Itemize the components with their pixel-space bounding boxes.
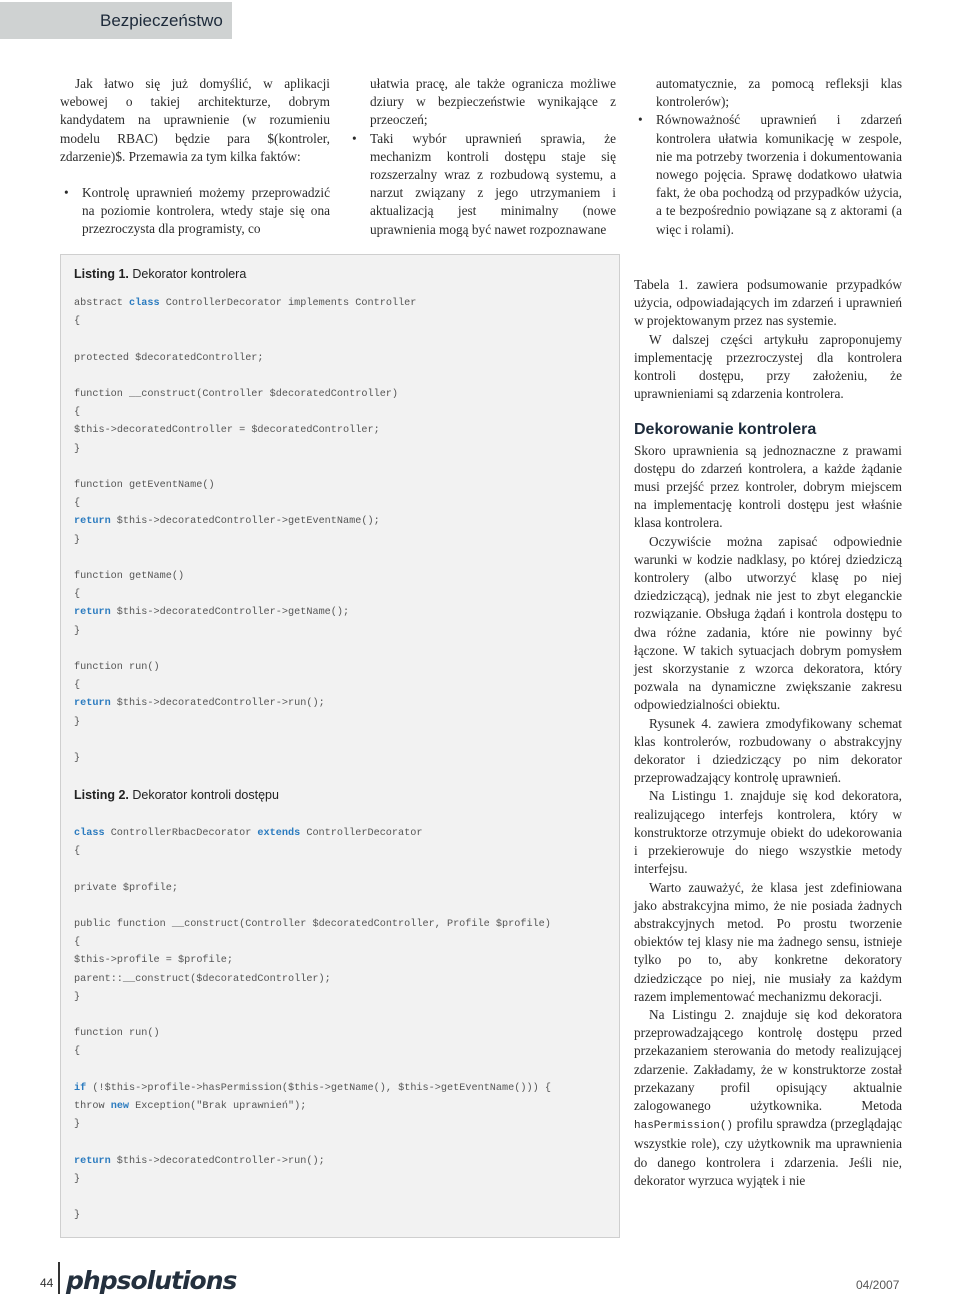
issue-number: 04/2007 bbox=[856, 1278, 900, 1292]
code-line: { bbox=[74, 316, 81, 328]
code-line: { bbox=[74, 407, 81, 419]
bullet-item: • Taki wybór uprawnień sprawia, że mechanizm kontroli dostępu staje się rozszerzalny wraz z rozbudową systemu, a narzut związany z jego utrzymaniem i aktualizacją jest minimalny (nowe uprawnienia mogą być nawet rozpoznawane bbox=[348, 130, 616, 239]
code-line: throw new Exception("Brak uprawnień"); bbox=[74, 1101, 307, 1112]
code-line: $this->profile = $profile; bbox=[74, 955, 234, 967]
section-heading: Dekorowanie kontrolera bbox=[634, 421, 817, 439]
code-line: } bbox=[74, 991, 81, 1003]
paragraph: Tabela 1. zawiera podsumowanie przypadków użycia, odpowiadających im zdarzeń i uprawnień w projektowanym przez nas systemie. bbox=[634, 277, 902, 329]
code-line: { bbox=[74, 680, 81, 692]
paragraph: Warto zauważyć, że klasa jest zdefiniowana jako abstrakcyjna mimo, że nie posiada żadnych abstrakcyjnych metod. Po prostu tworzenie obiektów tej klasy nie ma żadnego sensu, istnieje tylko po to, aby konkretne dekoratory dziedziczące po niej, nie musiały za każdym razem implementować mechanizmu dekoracji. bbox=[634, 879, 902, 1004]
bullet-continuation: automatycznie, za pomocą refleksji klas kontrolerów); bbox=[656, 76, 902, 110]
inline-code: hasPermission() bbox=[634, 1120, 734, 1133]
code-line: abstract class ControllerDecorator implements Controller bbox=[74, 298, 417, 309]
code-line: private $profile; bbox=[74, 882, 178, 894]
code-line: function run() bbox=[74, 1028, 160, 1040]
listing-2-title: Listing 2. Dekorator kontroli dostępu bbox=[74, 788, 279, 802]
paragraph: Na Listingu 2. znajduje się kod dekoratora przeprowadzającego kontrolę dostępu przed przekazaniem sterowania do metody realizującej zdarzenie. Zakładamy, że w konstruktorze został przekazany profil opisujący aktualnie zalogowanego użytkownika. Metoda hasPermission() profilu sprawdza (przeglądając wszystkie role), czy użytkownik ma uprawnienia do danego kontrolera i zdarzenia. Jeśli nie, dekorator wyrzuca wyjątek i nie bbox=[634, 1006, 902, 1188]
code-line: return $this->decoratedController->run(); bbox=[74, 1155, 325, 1167]
bullet-list bbox=[348, 130, 616, 239]
paragraph: W dalszej części artykułu zaproponujemy implementację przezroczystej dla kontrolera kontroli dostępu, przy założeniu, że uprawnieniami są zdarzenia kontrolera. bbox=[634, 331, 902, 402]
bullet-continuation: ułatwia pracę, ale także ogranicza możliwe dziury w bezpieczeństwie wynikające z przeoczeń; bbox=[370, 76, 616, 128]
bullet-item: • Równoważność uprawnień i zdarzeń kontrolera ułatwia komunikację w zespole, nie ma potrzeby tworzenia i dokumentowania nowego pojęcia. Sprawę dodatkowo ułatwia fakt, że oba pochodzą od przypadków użycia, a te bezpośrednio powiązane są z aktorami (a więc i rolami). bbox=[634, 111, 902, 238]
code-line: } bbox=[74, 534, 81, 546]
paragraph: Oczywiście można zapisać odpowiednie warunki w kodzie nadklasy, po której dziedziczą kontrolery (albo utworzyć klasę po niej dziedziczącą), jednak nie jest to zbyt eleganckie rozwiązanie. Obsługa żądań i kontrola dostępu to dwa różne zadania, które nie powinny być łączone. W takich sytuacjach dobrym pomysłem jest skorzystanie z wzorca dekoratora, który pozwala na dynamiczne zwiększanie zakresu odpowiedzialności obiektu. bbox=[634, 533, 902, 713]
column-3-article bbox=[634, 276, 902, 1190]
logo: phpsolutions bbox=[66, 1266, 237, 1295]
code-line: if (!$this->profile->hasPermission($this->getName(), $this->getEventName())) { bbox=[74, 1082, 551, 1094]
code-line: } bbox=[74, 1210, 81, 1222]
paragraph: Na Listingu 1. znajduje się kod dekoratora, realizującego interfejs kontrolera, który w konstruktorze otrzymuje obiekt do udekorowania i przekierowuje do niego wszystkie metody interfejsu. bbox=[634, 788, 902, 877]
code-line: return $this->decoratedController->run(); bbox=[74, 698, 325, 710]
bullet-list bbox=[634, 111, 902, 238]
code-line: function getEventName() bbox=[74, 480, 215, 491]
intro-paragraph: Jak łatwo się już domyślić, w aplikacji webowej o takiej architekturze, dobrym kandydatem na uprawnienie (w rozumieniu modelu RBAC) będzie para $(kontroler, zdarzenie)$. Przemawia za tym kilka faktów: bbox=[60, 76, 330, 164]
column-1 bbox=[60, 75, 330, 239]
code-listings-box bbox=[60, 254, 620, 1238]
section-title: Bezpieczeństwo bbox=[100, 11, 223, 30]
code-line: function run() bbox=[74, 662, 160, 673]
code-line: { bbox=[74, 589, 81, 601]
code-line: return $this->decoratedController->getName(); bbox=[74, 607, 350, 619]
column-2 bbox=[348, 75, 616, 239]
code-line: } bbox=[74, 716, 81, 728]
code-line: public function __construct(Controller $decoratedController, Profile $profile) bbox=[74, 919, 551, 930]
code-line: } bbox=[74, 1173, 81, 1185]
code-line: class ControllerRbacDecorator extends ControllerDecorator bbox=[74, 828, 423, 839]
code-line: function __construct(Controller $decoratedController) bbox=[74, 389, 399, 400]
paragraph: Rysunek 4. zawiera zmodyfikowany schemat klas kontrolerów, rozbudowany o abstrakcyjny dekorator i dziedziczący po nim dekorator przeprowadzający kontrolę uprawnień. bbox=[634, 715, 902, 786]
bullet-item: • Kontrolę uprawnień możemy przeprowadzić na poziomie kontrolera, wtedy staje się ona przezroczysta dla programisty, co bbox=[60, 184, 330, 239]
code-line: return $this->decoratedController->getEventName(); bbox=[74, 516, 380, 528]
code-line: } bbox=[74, 1119, 81, 1131]
code-line: } bbox=[74, 443, 81, 455]
code-line: { bbox=[74, 1046, 81, 1058]
code-line: { bbox=[74, 498, 81, 510]
footer-divider bbox=[58, 1262, 60, 1294]
code-line: $this->decoratedController = $decoratedController; bbox=[74, 425, 380, 437]
section-tab bbox=[0, 2, 232, 39]
code-line: { bbox=[74, 846, 81, 858]
code-line: } bbox=[74, 625, 81, 637]
paragraph: Skoro uprawnienia są jednoznaczne z prawami dostępu do zdarzeń kontrolera, a każde żądanie musi przejść przez kontroler, dobrym miejscem na implementację kontroli dostępu jest właśnie klasa kontrolera. bbox=[634, 442, 902, 531]
code-line: function getName() bbox=[74, 571, 185, 582]
page-number: 44 bbox=[40, 1276, 54, 1290]
code-line: } bbox=[74, 753, 81, 764]
bullet-list bbox=[60, 184, 330, 239]
listing-1-title: Listing 1. Dekorator kontrolera bbox=[74, 267, 247, 281]
code-line: parent::__construct($decoratedController); bbox=[74, 973, 331, 985]
column-3 bbox=[634, 75, 902, 239]
code-line: { bbox=[74, 937, 81, 949]
code-line: protected $decoratedController; bbox=[74, 352, 264, 364]
